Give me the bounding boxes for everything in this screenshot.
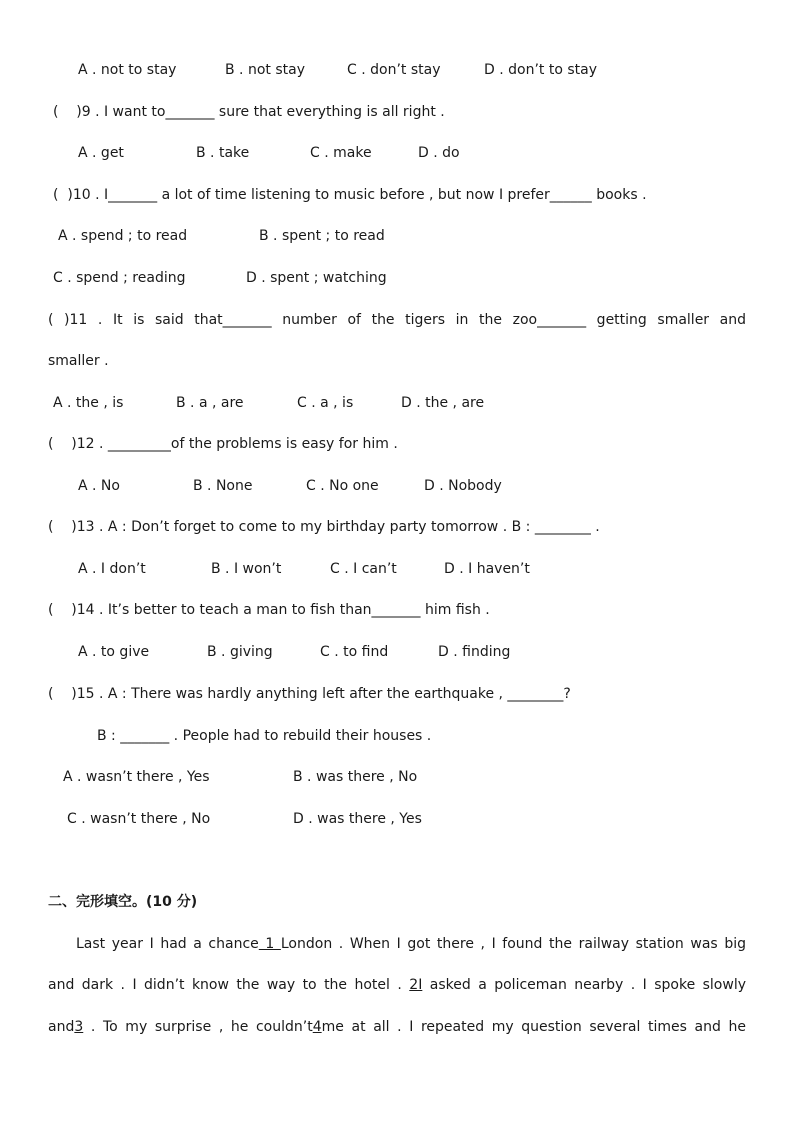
q14-option-d: D . finding	[438, 644, 511, 660]
q8-option-a: A . not to stay	[78, 62, 177, 78]
q11-stem-line1: ( )11 . It is said that_______ number of the tigers in the zoo_______ getting smaller and	[48, 312, 746, 328]
q10-stem: ( )10 . I_______ a lot of time listening to music before , but now I prefer______ books .	[53, 187, 647, 203]
q15-stem-b: B : _______ . People had to rebuild their houses .	[97, 728, 432, 744]
q14-option-b: B . giving	[207, 644, 273, 660]
cloze-blank-2: 2I	[409, 977, 423, 993]
q11-option-c: C . a , is	[297, 395, 354, 411]
q14-option-a: A . to give	[78, 644, 150, 660]
cloze-text: asked a policeman nearby . I spoke slowly	[422, 977, 746, 993]
q12-option-b: B . None	[193, 478, 253, 494]
section-heading: 二、完形填空。(10 分)	[48, 894, 198, 910]
q8-option-d: D . don’t to stay	[484, 62, 597, 78]
q9-stem: ( )9 . I want to_______ sure that everything is all right .	[53, 104, 445, 120]
q9-option-d: D . do	[418, 145, 460, 161]
cloze-text: London . When I got there , I found the railway station was big	[280, 936, 746, 952]
q11-option-b: B . a , are	[176, 395, 244, 411]
cloze-text: Last year I had a chance	[76, 936, 259, 952]
q12-stem: ( )12 . _________of the problems is easy for him .	[48, 436, 398, 452]
q10-option-a: A . spend ; to read	[58, 228, 188, 244]
q14-stem: ( )14 . It’s better to teach a man to fish than_______ him fish .	[48, 602, 490, 618]
q14-option-c: C . to find	[320, 644, 389, 660]
q10-option-d: D . spent ; watching	[246, 270, 387, 286]
q11-option-a: A . the , is	[53, 395, 124, 411]
q15-option-d: D . was there , Yes	[293, 811, 422, 827]
q10-option-b: B . spent ; to read	[259, 228, 385, 244]
q11-stem-line2: smaller .	[48, 353, 109, 369]
q13-option-a: A . I don’t	[78, 561, 146, 577]
q8-option-c: C . don’t stay	[347, 62, 441, 78]
cloze-blank-4: 4	[312, 1019, 322, 1035]
q13-option-c: C . I can’t	[330, 561, 397, 577]
cloze-text: me at all . I repeated my question several times and he	[321, 1019, 746, 1035]
q12-option-a: A . No	[78, 478, 120, 494]
q15-option-c: C . wasn’t there , No	[67, 811, 211, 827]
cloze-line-1	[76, 935, 746, 953]
cloze-text: and dark . I didn’t know the way to the hotel .	[48, 977, 410, 993]
q13-option-d: D . I haven’t	[444, 561, 530, 577]
cloze-text: and	[48, 1019, 75, 1035]
q15-option-b: B . was there , No	[293, 769, 418, 785]
q8-option-b: B . not stay	[225, 62, 305, 78]
q15-stem-a: ( )15 . A : There was hardly anything left after the earthquake , ________?	[48, 686, 571, 702]
q10-option-c: C . spend ; reading	[53, 270, 186, 286]
cloze-line-2	[48, 976, 746, 994]
q15-option-a: A . wasn’t there , Yes	[63, 769, 210, 785]
cloze-blank-3: 3	[74, 1019, 84, 1035]
q13-stem: ( )13 . A : Don’t forget to come to my birthday party tomorrow . B : ________ .	[48, 519, 600, 535]
q9-option-b: B . take	[196, 145, 250, 161]
cloze-blank-1: 1	[258, 936, 281, 952]
q9-option-a: A . get	[78, 145, 124, 161]
q11-option-d: D . the , are	[401, 395, 485, 411]
cloze-line-3	[48, 1018, 746, 1036]
cloze-text: . To my surprise , he couldn’t	[83, 1019, 313, 1035]
q9-option-c: C . make	[310, 145, 372, 161]
q12-option-c: C . No one	[306, 478, 379, 494]
q13-option-b: B . I won’t	[211, 561, 282, 577]
q12-option-d: D . Nobody	[424, 478, 502, 494]
